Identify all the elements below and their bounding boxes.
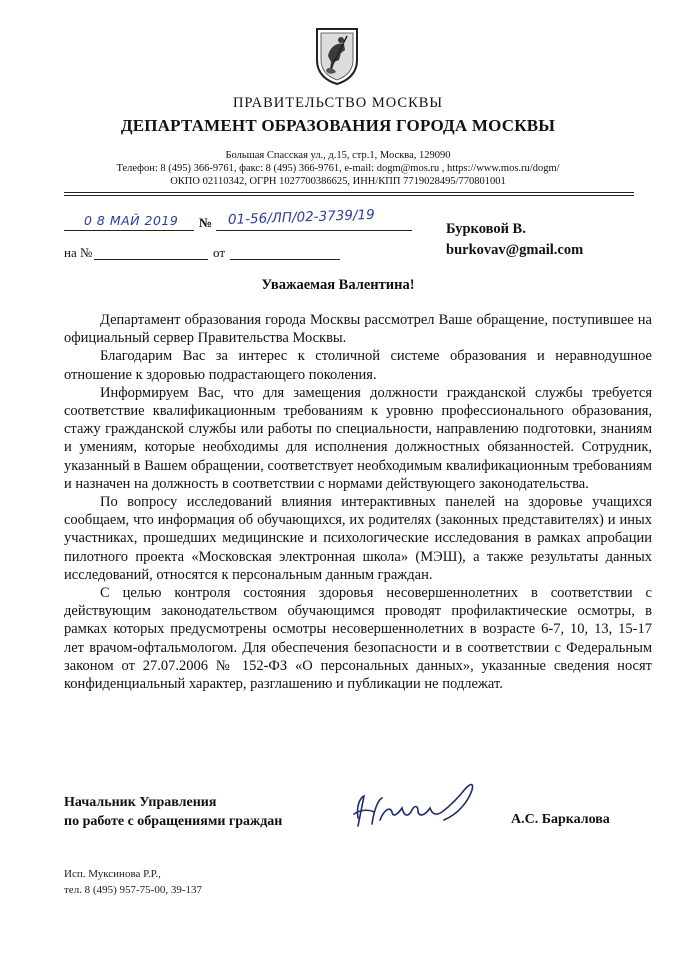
paragraph: Благодарим Вас за интерес к столичной системе образования и неравнодушное отношение к здоровью подрастающего поколения.: [64, 348, 652, 383]
government-name: ПРАВИТЕЛЬСТВО МОСКВЫ: [232, 95, 444, 111]
from-underline: [230, 259, 340, 260]
date-underline: [64, 230, 194, 231]
paragraph: По вопросу исследований влияния интерактивных панелей на здоровье учащихся сообщаем, что информация об обучающихся, их родителях (законных представителях) и иных участниках, прошедших медицинские и психологические исследования в рамках апробации пилотного проекта «Московская электронная школа» (МЭШ), а также результаты данных исследований, относятся к персональным данным граждан.: [64, 494, 652, 583]
executor-name: Исп. Муксинова Р.Р.,: [64, 868, 161, 880]
from-label: от: [213, 245, 226, 260]
contact-line: Телефон: 8 (495) 366-9761, факс: 8 (495) 366-9761, e-mail: dogm@mos.ru , https://www.mos.ru/dogm/: [116, 163, 560, 174]
signatory-title-line: по работе с обращениями граждан: [64, 814, 283, 829]
paragraph: С целью контроля состояния здоровья несовершеннолетних в соответствии с действующим законодательством обучающимся проводят профилактические осмотры, в рамках которых предусмотрены осмотры несовершеннолетних в возрасте 6-7, 10, 13, 15-17 лет врачом-офтальмологом. Для обеспечения безопасности и в соответствии с Федеральным законом от 27.07.2006 № 152-ФЗ «О персональных данных», указанные сведения носят конфиденциальный характер, разглашению и публикации не подлежат.: [64, 585, 652, 693]
letter-body: [64, 311, 652, 693]
department-name: ДЕПАРТАМЕНТ ОБРАЗОВАНИЯ ГОРОДА МОСКВЫ: [120, 116, 556, 135]
greeting: Уважаемая Валентина!: [261, 277, 415, 293]
signatory-title-line: Начальник Управления: [64, 795, 217, 810]
header-divider: [64, 195, 634, 196]
reference-label: на №: [64, 245, 93, 260]
header-divider: [64, 192, 634, 193]
paragraph: Информируем Вас, что для замещения должности гражданской службы требуется соответствие квалификационным требованиям к уровню профессионального образования, стажу гражданской службы или работы по специальности, направлению подготовки, знаниям и умениям, которые необходимы для исполнения должностных обязанностей. Сотрудник, указанный в Вашем обращении, соответствует необходимым квалификационным требованиям и назначен на должность в соответствии с нормами действующего законодательства.: [64, 384, 652, 492]
executor-phone: тел. 8 (495) 957-75-00, 39-137: [64, 884, 202, 896]
address-line: Большая Спасская ул., д.15, стр.1, Москва, 129090: [225, 150, 451, 161]
paragraph: Департамент образования города Москвы рассмотрел Ваше обращение, поступившее на официальный сервер Правительства Москвы.: [64, 312, 652, 347]
moscow-coat-of-arms-icon: [314, 26, 360, 86]
outgoing-date: 0 8 МАЙ 2019: [84, 213, 179, 228]
executor-info: [64, 866, 202, 898]
outgoing-number: 01-56/ЛП/02-3739/19: [227, 206, 375, 228]
handwritten-signature-icon: [346, 776, 486, 838]
signatory-name: А.С. Баркалова: [511, 812, 610, 827]
number-label: №: [199, 215, 213, 230]
recipient-name: Бурковой В.: [446, 221, 526, 237]
reference-underline: [94, 259, 208, 260]
recipient-email: burkovav@gmail.com: [446, 242, 584, 258]
number-underline: [216, 230, 412, 231]
registry-codes-line: ОКПО 02110342, ОГРН 1027700386625, ИНН/КПП 7719028495/770801001: [170, 176, 506, 187]
signatory-title: [64, 793, 282, 831]
